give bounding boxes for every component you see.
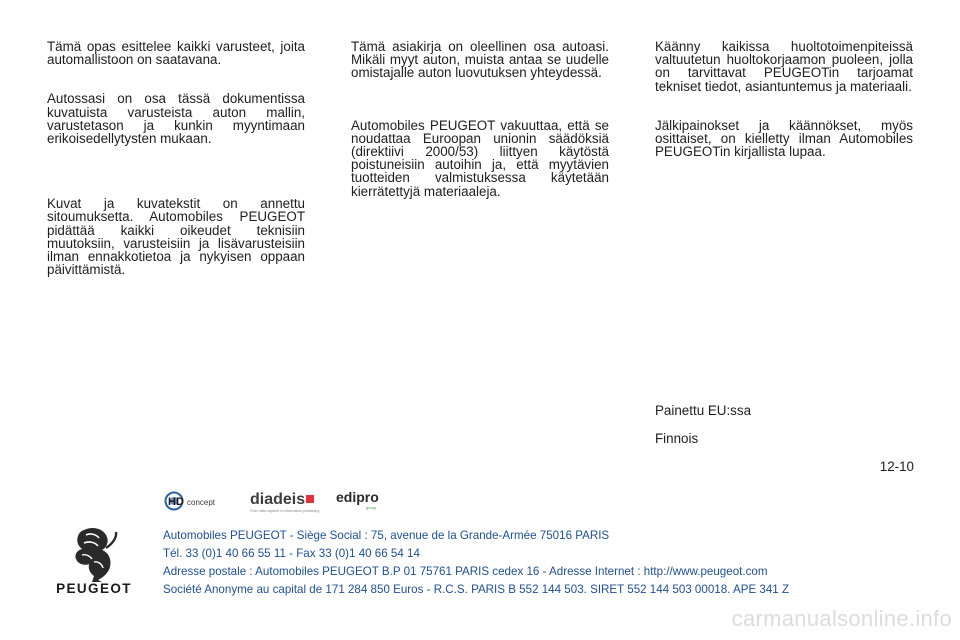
printer-name: Finnois	[655, 431, 699, 446]
diadeis-word: diadeis	[250, 491, 306, 508]
paragraph: Automobiles PEUGEOT vakuuttaa, että se noudattaa Euroopan unionin säädöksiä (direktiivi 2000/53) liittyen käytöstä poistuneisiin autoihin ja, että myytävien tuotteiden valmistuksessa käytetään kierrätettyjä materiaaleja.	[351, 117, 609, 199]
paragraph: Jälkipainokset ja käännökset, myös osittaiset, on kielletty ilman Automobiles PEUGEOTin kirjallista lupaa.	[655, 117, 913, 160]
peugeot-lion-icon	[62, 524, 124, 584]
edipro-tagline: group	[366, 505, 377, 510]
diadeis-logo	[250, 487, 322, 515]
text-column-1	[47, 40, 305, 276]
edipro-word: edipro	[336, 489, 379, 505]
watermark: carmanualsonline.info	[731, 606, 952, 631]
diadeis-tagline: From data capture to information publishing	[250, 509, 320, 513]
edipro-logo	[336, 487, 384, 515]
paragraph: Käänny kaikissa huoltotoimenpiteissä valtuutetun huoltokorjaamon puoleen, jolla on tarvittavat PEUGEOTin tarjoamat tekniset tiedot, asiantuntemus ja materiaali.	[655, 39, 913, 94]
address-line: Automobiles PEUGEOT - Siège Social : 75, avenue de la Grande-Armée 75016 PARIS	[163, 529, 610, 542]
hd-concept-logo	[163, 487, 238, 515]
hd-word: concept	[187, 498, 216, 507]
text-column-2	[351, 40, 609, 198]
brand-wordmark: PEUGEOT	[56, 581, 132, 596]
paragraph: Tämä opas esittelee kaikki varusteet, joita automallistoon on saatavana.	[47, 39, 305, 68]
address-line: Société Anonyme au capital de 171 284 850 Euros - R.C.S. PARIS B 552 144 503. SIRET 552 144 503 00018. APE 341 Z	[163, 583, 790, 596]
paragraph: Autossasi on osa tässä dokumentissa kuvatuista varusteista auton mallin, varustetason ja kunkin myyntimaan erikoisedellytysten mukaan.	[47, 91, 305, 147]
edition-code: 12-10	[879, 459, 914, 474]
address-line: Tél. 33 (0)1 40 66 55 11 - Fax 33 (0)1 40 66 54 14	[163, 547, 420, 560]
printed-in-text: Painettu EU:ssa	[655, 403, 752, 418]
text-column-3	[655, 40, 913, 158]
hd-mark: HD	[168, 496, 184, 508]
address-line: Adresse postale : Automobiles PEUGEOT B.P 01 75761 PARIS cedex 16 - Adresse Internet : http://www.peugeot.com	[163, 565, 768, 578]
paragraph: Tämä asiakirja on oleellinen osa autoasi. Mikäli myyt auton, muista antaa se uudelle omistajalle auton luovutuksen yhteydessä.	[351, 39, 609, 81]
paragraph: Kuvat ja kuvatekstit on annettu sitoumuksetta. Automobiles PEUGEOT pidättää kaikki oikeudet teknisiin muutoksiin, varusteisiin ja lisävarusteisiin ilman ennakkotietoa ja nykyisen oppaan päivittämistä.	[47, 196, 305, 278]
